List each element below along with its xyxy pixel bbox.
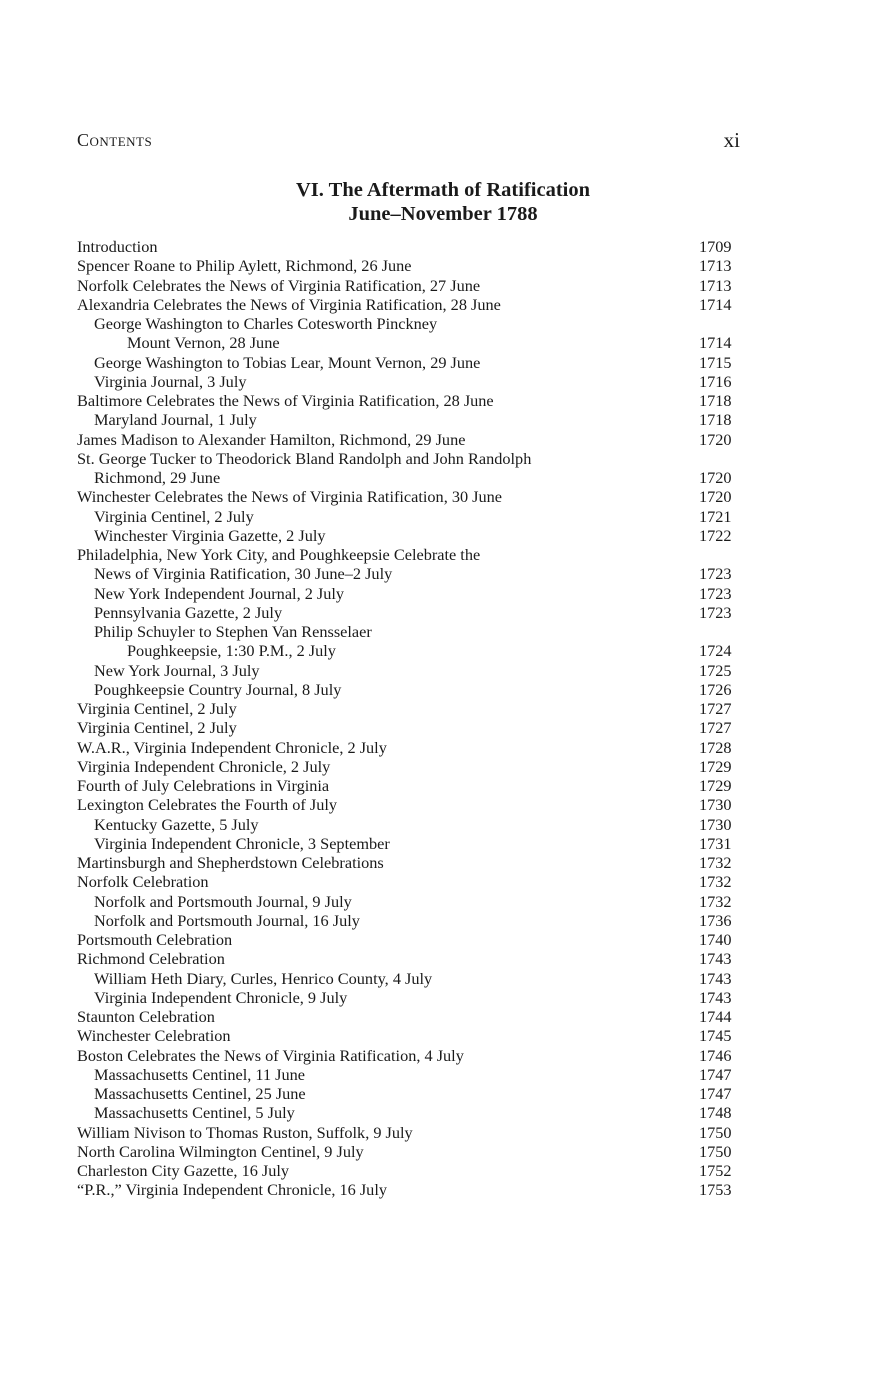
toc-entry [77, 872, 743, 891]
toc-entry-page: 1745 [699, 1026, 732, 1046]
toc-entry-page: 1731 [699, 833, 732, 853]
toc-entry-title: North Carolina Wilmington Centinel, 9 July [77, 1141, 364, 1161]
toc-entry-title: Virginia Journal, 3 July [94, 371, 247, 391]
toc-entry-title: Virginia Independent Chronicle, 9 July [94, 987, 348, 1007]
toc-entry-title [77, 545, 743, 584]
part-heading [0, 178, 870, 226]
toc-entry-title: Virginia Centinel, 2 July [77, 699, 237, 718]
toc-entry-title-line: St. George Tucker to Theodorick Bland Randolph and John Randolph [77, 448, 532, 468]
toc-entry-title: William Heth Diary, Curles, Henrico County, 4 July [94, 968, 433, 988]
toc-entry-title: W.A.R., Virginia Independent Chronicle, 2 July [77, 737, 387, 757]
toc-entry-page: 1732 [699, 872, 732, 892]
toc-entry [77, 1103, 743, 1122]
toc-entry-page: 1732 [699, 853, 732, 872]
toc-entry [77, 795, 743, 814]
toc-entry-page: 1720 [699, 487, 732, 507]
toc-entry [77, 545, 743, 584]
toc-entry-page: 1720 [699, 429, 732, 449]
toc-entry [77, 487, 743, 506]
toc-entry-page: 1727 [699, 718, 732, 738]
toc-entry-page: 1720 [699, 468, 732, 487]
toc-entry-page: 1727 [699, 699, 732, 718]
toc-entry-page: 1714 [699, 333, 732, 353]
toc-entry [77, 699, 743, 718]
toc-entry [77, 410, 743, 429]
toc-entry [77, 276, 743, 295]
toc-entry [77, 661, 743, 680]
toc-entry-page: 1750 [699, 1141, 732, 1161]
toc-entry-page: 1709 [699, 237, 732, 256]
toc-entry [77, 1084, 743, 1103]
toc-entry-title: Norfolk Celebrates the News of Virginia Ratification, 27 June [77, 275, 481, 295]
toc-entry [77, 834, 743, 853]
toc-entry [77, 757, 743, 776]
toc-entry-title: James Madison to Alexander Hamilton, Richmond, 29 June [77, 429, 466, 449]
toc-entry-page: 1718 [699, 391, 732, 410]
toc-entry [77, 526, 743, 545]
toc-entry-title-continuation: Mount Vernon, 28 June [127, 333, 280, 353]
toc-entry-page: 1730 [699, 814, 732, 834]
toc-entry [77, 449, 743, 488]
table-of-contents [77, 237, 743, 1200]
toc-entry-title: Massachusetts Centinel, 5 July [94, 1103, 295, 1123]
toc-entry [77, 988, 743, 1007]
toc-entry-page: 1747 [699, 1064, 732, 1084]
toc-entry-title: Alexandria Celebrates the News of Virginia Ratification, 28 June [77, 294, 501, 314]
toc-entry-title: Poughkeepsie Country Journal, 8 July [94, 679, 342, 699]
toc-entry [77, 718, 743, 737]
toc-entry [77, 353, 743, 372]
toc-entry-page: 1722 [699, 525, 732, 545]
toc-entry-title: Massachusetts Centinel, 25 June [94, 1084, 306, 1103]
toc-entry-title-line: Philip Schuyler to Stephen Van Rensselaer [94, 622, 372, 641]
toc-entry-title: Lexington Celebrates the Fourth of July [77, 795, 337, 815]
toc-entry-title [77, 449, 743, 488]
toc-entry [77, 430, 743, 449]
toc-entry [77, 776, 743, 795]
toc-entry-title: Baltimore Celebrates the News of Virginia Ratification, 28 June [77, 391, 494, 410]
toc-entry [77, 738, 743, 757]
toc-entry-page: 1714 [699, 294, 732, 314]
toc-entry-title: Charleston City Gazette, 16 July [77, 1161, 290, 1180]
toc-entry [77, 853, 743, 872]
page-number: xi [723, 128, 740, 152]
toc-entry-page: 1726 [699, 679, 732, 699]
toc-entry-title: George Washington to Tobias Lear, Mount Vernon, 29 June [94, 352, 481, 372]
toc-entry [77, 1142, 743, 1161]
toc-entry [77, 1123, 743, 1142]
toc-entry [77, 1161, 743, 1180]
toc-entry-page: 1740 [699, 930, 732, 949]
toc-entry-page: 1732 [699, 891, 732, 911]
toc-entry-page: 1729 [699, 756, 732, 776]
toc-entry-title: Winchester Celebrates the News of Virginia Ratification, 30 June [77, 487, 503, 507]
toc-entry-title-continuation: Richmond, 29 June [94, 468, 221, 487]
toc-entry-page: 1743 [699, 987, 732, 1007]
toc-entry-title: William Nivison to Thomas Ruston, Suffolk, 9 July [77, 1122, 413, 1142]
toc-entry-title: Virginia Independent Chronicle, 2 July [77, 756, 331, 776]
toc-entry-title-line: George Washington to Charles Cotesworth Pinckney [94, 314, 438, 333]
toc-entry-title: Winchester Celebration [77, 1026, 231, 1046]
toc-entry-title: Norfolk and Portsmouth Journal, 16 July [94, 910, 360, 930]
toc-entry-title: “P.R.,” Virginia Independent Chronicle, 16 July [77, 1180, 387, 1200]
toc-entry-page: 1725 [699, 660, 732, 680]
toc-entry-title: Boston Celebrates the News of Virginia Ratification, 4 July [77, 1045, 464, 1065]
toc-entry [77, 1046, 743, 1065]
toc-entry [77, 1007, 743, 1026]
toc-entry-title: New York Journal, 3 July [94, 660, 260, 680]
toc-entry-page: 1723 [699, 583, 732, 603]
toc-entry-title [77, 622, 743, 661]
toc-entry-page: 1723 [699, 602, 732, 622]
toc-entry-page: 1753 [699, 1180, 732, 1200]
toc-entry-title-continuation: News of Virginia Ratification, 30 June–2 July [94, 564, 393, 584]
toc-entry-title: Introduction [77, 237, 158, 256]
toc-entry [77, 295, 743, 314]
toc-entry-page: 1723 [699, 564, 732, 584]
toc-entry [77, 815, 743, 834]
toc-entry [77, 256, 743, 275]
toc-entry-page: 1743 [699, 968, 732, 988]
toc-entry-title: Portsmouth Celebration [77, 930, 233, 949]
toc-entry-title: Maryland Journal, 1 July [94, 410, 257, 430]
part-title: VI. The Aftermath of Ratification [296, 179, 590, 201]
toc-entry-page: 1721 [699, 506, 732, 526]
toc-entry-title: Massachusetts Centinel, 11 June [94, 1064, 306, 1084]
toc-entry [77, 1026, 743, 1045]
toc-entry-page: 1746 [699, 1045, 732, 1065]
toc-entry-title: Staunton Celebration [77, 1007, 215, 1026]
toc-entry-title [77, 314, 743, 353]
toc-entry-title: Norfolk and Portsmouth Journal, 9 July [94, 891, 352, 911]
running-head-title: Contents [77, 130, 153, 150]
toc-entry [77, 237, 743, 256]
toc-entry-title: Virginia Centinel, 2 July [77, 718, 237, 738]
toc-entry-page: 1752 [699, 1161, 732, 1180]
toc-entry-page: 1729 [699, 776, 732, 795]
running-head [77, 130, 740, 154]
toc-entry [77, 507, 743, 526]
toc-entry-title: Winchester Virginia Gazette, 2 July [94, 525, 326, 545]
toc-entry [77, 892, 743, 911]
toc-entry-page: 1716 [699, 371, 732, 391]
toc-entry [77, 372, 743, 391]
toc-entry-page: 1730 [699, 795, 732, 815]
toc-entry-title: Kentucky Gazette, 5 July [94, 814, 259, 834]
toc-entry-page: 1744 [699, 1007, 732, 1026]
toc-entry-title: Pennsylvania Gazette, 2 July [94, 602, 283, 622]
toc-entry [77, 911, 743, 930]
toc-entry-title: Virginia Independent Chronicle, 3 September [94, 833, 390, 853]
toc-entry [77, 314, 743, 353]
toc-entry-page: 1747 [699, 1084, 732, 1103]
toc-entry [77, 930, 743, 949]
toc-entry-page: 1724 [699, 641, 732, 661]
toc-entry [77, 1065, 743, 1084]
toc-entry [77, 622, 743, 661]
toc-entry-title: Fourth of July Celebrations in Virginia [77, 776, 330, 795]
toc-entry-title: Spencer Roane to Philip Aylett, Richmond, 26 June [77, 256, 412, 276]
toc-entry-title-continuation: Poughkeepsie, 1:30 P.M., 2 July [127, 641, 336, 661]
toc-entry [77, 969, 743, 988]
toc-entry-title: Norfolk Celebration [77, 872, 209, 892]
toc-entry-page: 1728 [699, 737, 732, 757]
toc-entry [77, 949, 743, 968]
toc-entry [77, 391, 743, 410]
toc-entry-title: New York Independent Journal, 2 July [94, 583, 345, 603]
toc-entry-title: Virginia Centinel, 2 July [94, 506, 254, 526]
toc-entry-page: 1748 [699, 1103, 732, 1123]
toc-entry [77, 1180, 743, 1199]
toc-entry [77, 680, 743, 699]
toc-entry-page: 1713 [699, 275, 732, 295]
toc-entry-page: 1743 [699, 949, 732, 969]
toc-entry-page: 1736 [699, 910, 732, 930]
toc-entry-page: 1713 [699, 256, 732, 276]
toc-entry-title-line: Philadelphia, New York City, and Poughkeepsie Celebrate the [77, 545, 481, 564]
toc-entry-page: 1750 [699, 1122, 732, 1142]
toc-entry [77, 584, 743, 603]
toc-entry-page: 1715 [699, 352, 732, 372]
toc-entry [77, 603, 743, 622]
toc-entry-page: 1718 [699, 410, 732, 430]
toc-entry-title: Martinsburgh and Shepherdstown Celebrations [77, 853, 384, 872]
toc-entry-title: Richmond Celebration [77, 949, 225, 969]
part-dates: June–November 1788 [348, 203, 538, 225]
